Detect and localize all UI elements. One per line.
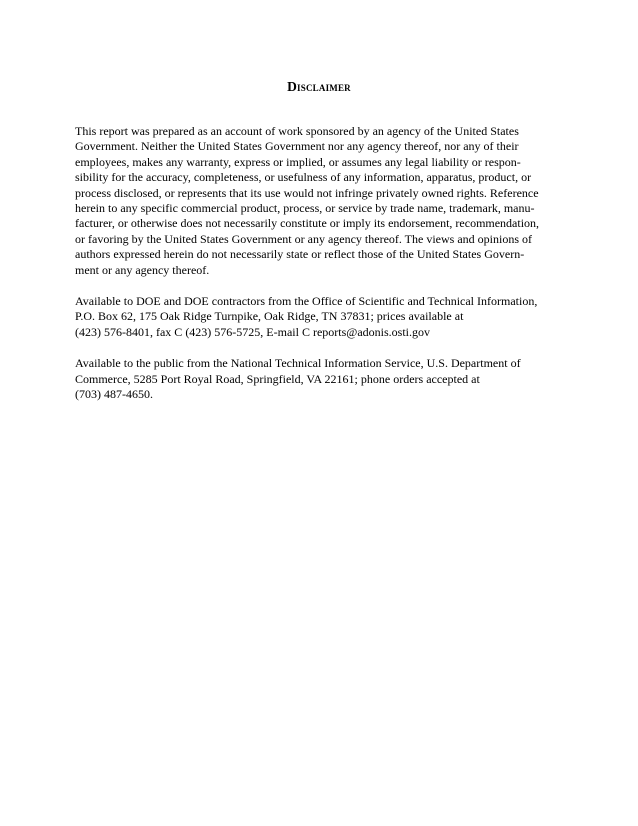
text-line: (703) 487-4650. — [75, 387, 153, 402]
disclaimer-body — [75, 124, 575, 419]
text-line: employees, makes any warranty, express or implied, or assumes any legal liability or respon- — [75, 154, 521, 169]
disclaimer-paragraph — [75, 124, 575, 278]
text-line: Available to DOE and DOE contractors from the Office of Scientific and Technical Information, — [75, 294, 538, 309]
text-line: authors expressed herein do not necessarily state or reflect those of the United States Govern- — [75, 247, 525, 262]
text-line: P.O. Box 62, 175 Oak Ridge Turnpike, Oak Ridge, TN 37831; prices available at — [75, 309, 464, 324]
text-line: This report was prepared as an account of work sponsored by an agency of the United States — [75, 124, 519, 138]
page-title: Disclaimer — [287, 79, 351, 94]
text-line: facturer, or otherwise does not necessarily constitute or imply its endorsement, recommendation, — [75, 216, 540, 231]
text-line: (423) 576-8401, fax C (423) 576-5725, E-mail C reports@adonis.osti.gov — [75, 324, 431, 339]
text-line: Commerce, 5285 Port Royal Road, Springfield, VA 22161; phone orders accepted at — [75, 371, 480, 386]
text-line: Government. Neither the United States Government nor any agency thereof, nor any of their — [75, 139, 519, 154]
text-line: herein to any specific commercial product, process, or service by trade name, trademark, manu- — [75, 201, 535, 216]
text-line: or favoring by the United States Government or any agency thereof. The views and opinions of — [75, 231, 532, 246]
text-line: ment or any agency thereof. — [75, 262, 210, 277]
doe-availability-paragraph — [75, 294, 575, 340]
public-availability-paragraph — [75, 356, 575, 402]
text-line: sibility for the accuracy, completeness, or usefulness of any information, apparatus, product, or — [75, 170, 532, 185]
text-line: Available to the public from the National Technical Information Service, U.S. Department of — [75, 356, 521, 371]
text-line: process disclosed, or represents that its use would not infringe privately owned rights. Reference — [75, 185, 539, 200]
